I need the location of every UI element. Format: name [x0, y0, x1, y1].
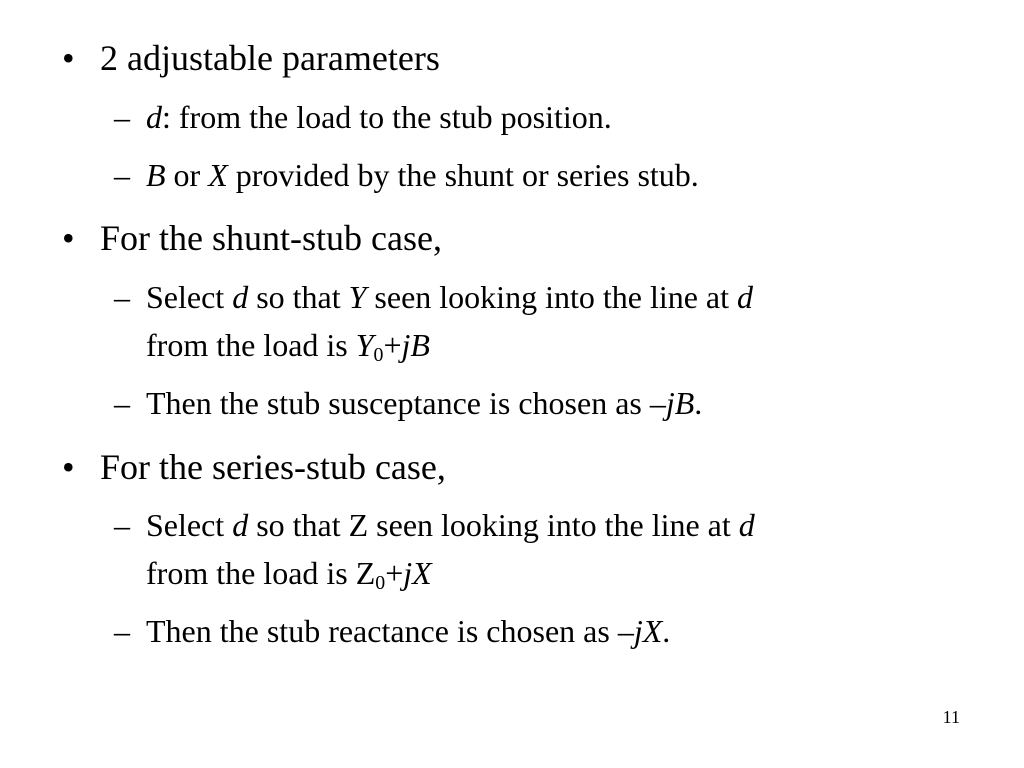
- italic-variable: Y: [348, 279, 367, 315]
- text-segment: seen looking into the line at: [366, 279, 738, 315]
- text-segment: +: [383, 327, 402, 363]
- text-segment: +: [385, 555, 404, 591]
- dash-marker: –: [114, 157, 130, 193]
- sub-bullet-text: [146, 387, 702, 419]
- sub-bullet-text: [146, 101, 612, 133]
- sub-bullet-text: [146, 615, 670, 647]
- bullet-marker: •: [62, 38, 75, 78]
- bullet-text: [100, 449, 446, 485]
- subscript: 0: [373, 343, 384, 366]
- dash-marker: –: [114, 385, 130, 421]
- italic-variable: d: [738, 507, 755, 543]
- italic-variable: d: [232, 507, 249, 543]
- text-segment: from the load is Z: [146, 555, 376, 591]
- text-segment: from the load is: [146, 327, 356, 363]
- italic-variable: B: [146, 157, 166, 193]
- text-segment: so that: [248, 279, 349, 315]
- dash-marker: –: [114, 99, 130, 135]
- text-segment: .: [694, 385, 703, 421]
- sub-bullet-text: [146, 281, 753, 313]
- bullet-text: [100, 40, 440, 76]
- italic-variable: jX: [403, 555, 432, 591]
- bullet-text: [100, 220, 442, 256]
- italic-variable: d: [737, 279, 754, 315]
- sub-bullet-text: [146, 327, 430, 366]
- sub-bullet-text: [146, 555, 432, 594]
- italic-variable: jX: [633, 613, 663, 649]
- text-segment: For the series-stub case,: [100, 447, 446, 487]
- sub-bullet-text: [146, 159, 699, 191]
- text-segment: Select: [146, 507, 233, 543]
- text-segment: Then the stub reactance is chosen as –: [146, 613, 634, 649]
- subscript: 0: [375, 571, 386, 594]
- text-segment: For the shunt-stub case,: [100, 218, 442, 258]
- text-segment: : from the load to the stub position.: [162, 99, 612, 135]
- italic-variable: d: [232, 279, 249, 315]
- italic-variable: X: [208, 157, 228, 193]
- bullet-marker: •: [62, 447, 75, 487]
- italic-variable: jB: [665, 385, 695, 421]
- bullet-marker: •: [62, 218, 75, 258]
- dash-marker: –: [114, 279, 130, 315]
- text-segment: provided by the shunt or series stub.: [227, 157, 699, 193]
- italic-variable: Y: [355, 327, 374, 363]
- text-segment: Then the stub susceptance is chosen as –: [146, 385, 666, 421]
- text-segment: so that Z seen looking into the line at: [248, 507, 739, 543]
- sub-bullet-text: [146, 509, 755, 541]
- slide-number: 11: [942, 707, 960, 727]
- italic-variable: d: [146, 99, 162, 135]
- italic-variable: jB: [401, 327, 430, 363]
- dash-marker: –: [114, 613, 130, 649]
- text-segment: or: [165, 157, 209, 193]
- dash-marker: –: [114, 507, 130, 543]
- text-segment: .: [662, 613, 671, 649]
- text-segment: 2 adjustable parameters: [100, 38, 440, 78]
- text-segment: Select: [146, 279, 233, 315]
